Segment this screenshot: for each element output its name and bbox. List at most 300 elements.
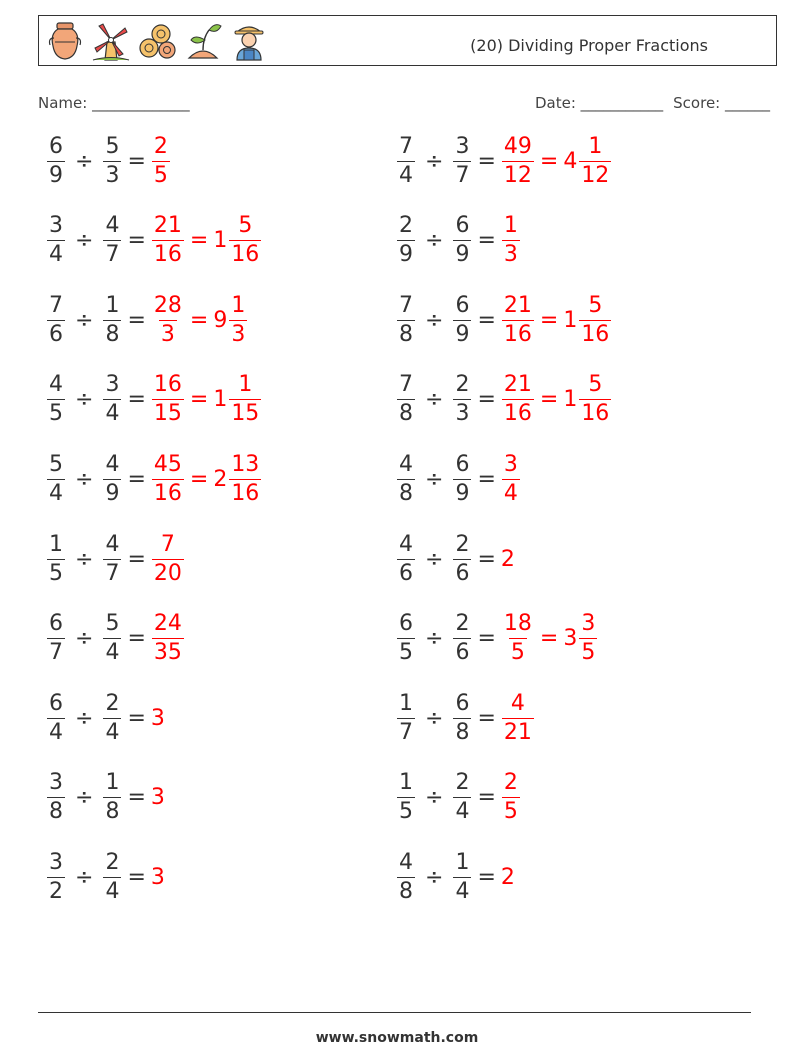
problem-item xyxy=(396,766,521,830)
date-field: Date: ___________ xyxy=(534,94,664,112)
denominator: 12 xyxy=(503,162,532,188)
problem-item xyxy=(46,686,166,750)
numerator: 13 xyxy=(231,451,260,477)
answer xyxy=(501,865,516,890)
numerator: 1 xyxy=(238,372,253,398)
problem-item xyxy=(396,129,612,193)
mixed-whole-part: 1 xyxy=(563,307,578,333)
answer-whole-number: 3 xyxy=(150,864,165,890)
denominator: 20 xyxy=(153,560,182,586)
denominator: 4 xyxy=(49,242,63,268)
divide-sign: ÷ xyxy=(425,626,444,652)
numerator: 7 xyxy=(399,133,413,159)
divide-sign: ÷ xyxy=(75,626,94,652)
date-score-fields xyxy=(535,94,770,112)
numerator: 21 xyxy=(153,213,182,239)
mixed-fraction-part xyxy=(579,133,611,188)
numerator: 6 xyxy=(455,451,470,477)
numerator: 5 xyxy=(49,451,63,477)
denominator: 16 xyxy=(153,242,182,268)
denominator: 4 xyxy=(105,878,120,904)
divisor-fraction xyxy=(103,613,121,664)
equals-sign: = xyxy=(127,546,146,572)
numerator: 1 xyxy=(231,292,246,318)
divide-sign: ÷ xyxy=(75,387,94,413)
numerator: 6 xyxy=(455,690,470,716)
divide-sign: ÷ xyxy=(425,705,444,731)
score-field: Score: ______ xyxy=(673,94,770,112)
answer-fraction xyxy=(502,133,534,188)
numerator: 2 xyxy=(455,531,470,557)
divisor-fraction xyxy=(453,292,471,347)
mixed-fraction-part xyxy=(579,613,597,664)
divide-sign: ÷ xyxy=(425,307,444,333)
answer xyxy=(501,451,521,506)
numerator: 4 xyxy=(49,372,63,398)
numerator: 5 xyxy=(105,611,120,637)
denominator: 16 xyxy=(581,321,610,347)
divisor-fraction xyxy=(453,133,471,188)
equals-sign: = xyxy=(189,387,209,413)
equals-sign: = xyxy=(127,466,146,492)
numerator: 3 xyxy=(49,213,63,239)
answer xyxy=(501,690,535,745)
denominator: 9 xyxy=(399,242,413,268)
answer xyxy=(151,706,166,731)
denominator: 7 xyxy=(105,242,120,268)
answer xyxy=(151,865,166,890)
denominator: 4 xyxy=(399,162,413,188)
divide-sign: ÷ xyxy=(425,148,444,174)
denominator: 16 xyxy=(231,480,260,506)
denominator: 4 xyxy=(49,480,63,506)
divisor-fraction xyxy=(103,690,121,745)
dividend-fraction xyxy=(47,133,65,188)
divide-sign: ÷ xyxy=(75,785,94,811)
numerator: 6 xyxy=(49,690,63,716)
denominator: 15 xyxy=(231,401,260,427)
numerator: 6 xyxy=(399,611,413,637)
answer xyxy=(501,292,612,347)
answer-fraction xyxy=(502,451,520,506)
equals-sign: = xyxy=(127,387,146,413)
numerator: 4 xyxy=(105,531,120,557)
numerator: 2 xyxy=(105,690,120,716)
numerator: 6 xyxy=(455,292,470,318)
numerator: 6 xyxy=(455,213,470,239)
numerator: 4 xyxy=(510,690,525,716)
denominator: 3 xyxy=(503,242,518,268)
answer-whole-number: 3 xyxy=(150,785,165,811)
equals-sign: = xyxy=(127,228,146,254)
denominator: 16 xyxy=(503,321,532,347)
denominator: 12 xyxy=(581,162,610,188)
divide-sign: ÷ xyxy=(75,864,94,890)
equals-sign: = xyxy=(539,148,559,174)
equals-sign: = xyxy=(477,387,496,413)
answer xyxy=(151,451,262,506)
numerator: 5 xyxy=(105,133,120,159)
equals-sign: = xyxy=(189,466,209,492)
dividend-fraction xyxy=(47,292,65,347)
numerator: 2 xyxy=(399,213,413,239)
dividend-fraction xyxy=(47,451,65,506)
answer-fraction xyxy=(502,690,534,745)
numerator: 6 xyxy=(49,611,63,637)
denominator: 3 xyxy=(105,162,120,188)
equals-sign: = xyxy=(539,626,559,652)
numerator: 2 xyxy=(503,770,518,796)
dividend-fraction xyxy=(47,531,65,586)
numerator: 45 xyxy=(153,451,182,477)
answer-fraction xyxy=(152,292,184,347)
divisor-fraction xyxy=(103,772,121,823)
problem-item xyxy=(396,607,598,671)
denominator: 7 xyxy=(399,719,413,745)
worksheet-header xyxy=(38,15,777,66)
answer-fraction xyxy=(152,451,184,506)
denominator: 4 xyxy=(49,719,63,745)
answer-fraction xyxy=(152,374,184,425)
denominator: 4 xyxy=(105,719,120,745)
denominator: 6 xyxy=(455,560,470,586)
equals-sign: = xyxy=(539,307,559,333)
denominator: 9 xyxy=(455,242,470,268)
equals-sign: = xyxy=(127,148,146,174)
divisor-fraction xyxy=(453,215,471,266)
problem-item xyxy=(46,288,248,352)
divide-sign: ÷ xyxy=(75,228,94,254)
numerator: 1 xyxy=(105,292,120,318)
answer xyxy=(151,133,171,188)
numerator: 3 xyxy=(49,849,63,875)
answer-fraction xyxy=(152,613,184,664)
numerator: 3 xyxy=(455,133,470,159)
worksheet-title: (20) Dividing Proper Fractions xyxy=(470,36,708,55)
answer xyxy=(151,292,248,347)
equals-sign: = xyxy=(189,307,209,333)
divisor-fraction xyxy=(453,690,471,745)
vase-icon xyxy=(45,20,85,62)
divisor-fraction xyxy=(453,849,471,904)
denominator: 4 xyxy=(105,640,120,666)
denominator: 2 xyxy=(49,878,63,904)
equals-sign: = xyxy=(477,546,496,572)
divide-sign: ÷ xyxy=(425,228,444,254)
farmer-icon xyxy=(229,20,269,62)
problem-item xyxy=(46,527,185,591)
problem-item xyxy=(396,845,516,909)
denominator: 9 xyxy=(49,162,63,188)
answer-whole-number: 3 xyxy=(150,705,165,731)
denominator: 3 xyxy=(455,401,470,427)
dividend-fraction xyxy=(397,133,415,188)
numerator: 21 xyxy=(503,372,532,398)
numerator: 1 xyxy=(105,770,120,796)
windmill-icon xyxy=(91,20,131,62)
answer xyxy=(501,374,612,425)
denominator: 5 xyxy=(399,799,413,825)
mixed-whole-part: 3 xyxy=(563,626,578,652)
problem-item xyxy=(396,527,516,591)
divisor-fraction xyxy=(103,849,121,904)
problem-item xyxy=(396,447,521,511)
answer-fraction xyxy=(502,613,534,664)
answer-fraction xyxy=(502,772,520,823)
header-icons xyxy=(45,20,269,62)
numerator: 2 xyxy=(455,372,470,398)
dividend-fraction xyxy=(397,613,415,664)
divide-sign: ÷ xyxy=(75,546,94,572)
mixed-fraction-part xyxy=(579,292,611,347)
denominator: 8 xyxy=(399,480,413,506)
denominator: 6 xyxy=(49,321,63,347)
seedling-icon xyxy=(183,20,223,62)
problem-item xyxy=(396,686,535,750)
denominator: 5 xyxy=(581,640,596,666)
denominator: 3 xyxy=(160,321,175,347)
equals-sign: = xyxy=(477,864,496,890)
mixed-fraction-part xyxy=(579,374,611,425)
dividend-fraction xyxy=(397,531,415,586)
numerator: 1 xyxy=(588,133,603,159)
answer-fraction xyxy=(502,215,520,266)
numerator: 5 xyxy=(588,372,603,398)
equals-sign: = xyxy=(539,387,559,413)
dividend-fraction xyxy=(47,849,65,904)
dividend-fraction xyxy=(397,849,415,904)
mixed-fraction-part xyxy=(229,292,247,347)
equals-sign: = xyxy=(477,785,496,811)
answer-fraction xyxy=(502,292,534,347)
denominator: 4 xyxy=(503,480,518,506)
denominator: 16 xyxy=(503,401,532,427)
divisor-fraction xyxy=(103,531,121,586)
numerator: 1 xyxy=(503,213,518,239)
denominator: 7 xyxy=(455,162,470,188)
numerator: 4 xyxy=(399,849,413,875)
denominator: 7 xyxy=(105,560,120,586)
dividend-fraction xyxy=(397,215,415,266)
denominator: 21 xyxy=(503,719,532,745)
mixed-fraction-part xyxy=(229,374,261,425)
answer-fraction xyxy=(152,531,184,586)
problem-item xyxy=(46,845,166,909)
footer-url: www.snowmath.com xyxy=(315,1030,479,1046)
dividend-fraction xyxy=(397,374,415,425)
hay-bales-icon xyxy=(137,20,177,62)
denominator: 15 xyxy=(153,401,182,427)
numerator: 3 xyxy=(581,611,596,637)
denominator: 16 xyxy=(153,480,182,506)
numerator: 21 xyxy=(503,292,532,318)
answer-fraction xyxy=(502,374,534,425)
divisor-fraction xyxy=(453,613,471,664)
numerator: 1 xyxy=(455,849,470,875)
denominator: 16 xyxy=(231,242,260,268)
problem-item xyxy=(46,368,262,432)
numerator: 4 xyxy=(105,213,120,239)
denominator: 5 xyxy=(399,640,413,666)
divisor-fraction xyxy=(103,374,121,425)
denominator: 4 xyxy=(455,799,470,825)
divide-sign: ÷ xyxy=(75,148,94,174)
divide-sign: ÷ xyxy=(75,307,94,333)
answer xyxy=(501,133,612,188)
numerator: 3 xyxy=(503,451,518,477)
mixed-fraction-part xyxy=(229,451,261,506)
divide-sign: ÷ xyxy=(425,466,444,492)
numerator: 2 xyxy=(455,770,470,796)
dividend-fraction xyxy=(47,772,65,823)
divisor-fraction xyxy=(103,292,121,347)
denominator: 5 xyxy=(49,560,63,586)
divisor-fraction xyxy=(103,215,121,266)
name-field: Name: _____________ xyxy=(38,94,190,112)
divide-sign: ÷ xyxy=(75,705,94,731)
mixed-whole-part: 1 xyxy=(213,387,228,413)
equals-sign: = xyxy=(477,466,496,492)
numerator: 4 xyxy=(399,451,413,477)
denominator: 35 xyxy=(153,640,182,666)
numerator: 1 xyxy=(49,531,63,557)
mixed-whole-part: 2 xyxy=(213,466,228,492)
answer xyxy=(151,785,166,810)
equals-sign: = xyxy=(477,705,496,731)
answer xyxy=(151,374,262,425)
mixed-whole-part: 1 xyxy=(563,387,578,413)
answer-whole-number: 2 xyxy=(500,546,515,572)
numerator: 49 xyxy=(503,133,532,159)
dividend-fraction xyxy=(47,690,65,745)
answer xyxy=(151,613,185,664)
denominator: 6 xyxy=(399,560,413,586)
numerator: 5 xyxy=(238,213,253,239)
equals-sign: = xyxy=(127,626,146,652)
equals-sign: = xyxy=(477,307,496,333)
footer-divider xyxy=(38,1012,751,1013)
answer xyxy=(501,215,521,266)
equals-sign: = xyxy=(477,228,496,254)
numerator: 28 xyxy=(153,292,182,318)
problem-item xyxy=(396,368,612,432)
denominator: 3 xyxy=(231,321,246,347)
divisor-fraction xyxy=(453,772,471,823)
mixed-fraction-part xyxy=(229,215,261,266)
dividend-fraction xyxy=(397,292,415,347)
divide-sign: ÷ xyxy=(425,785,444,811)
divide-sign: ÷ xyxy=(75,466,94,492)
denominator: 5 xyxy=(503,799,518,825)
problem-item xyxy=(396,288,612,352)
problem-item xyxy=(46,447,262,511)
divisor-fraction xyxy=(453,531,471,586)
equals-sign: = xyxy=(127,307,146,333)
numerator: 6 xyxy=(49,133,63,159)
denominator: 9 xyxy=(455,480,470,506)
equals-sign: = xyxy=(127,785,146,811)
numerator: 5 xyxy=(588,292,603,318)
numerator: 7 xyxy=(399,292,413,318)
dividend-fraction xyxy=(397,451,415,506)
divisor-fraction xyxy=(103,133,121,188)
numerator: 2 xyxy=(153,133,168,159)
answer xyxy=(151,215,262,266)
dividend-fraction xyxy=(47,215,65,266)
denominator: 9 xyxy=(455,321,470,347)
denominator: 5 xyxy=(153,162,168,188)
answer xyxy=(151,531,185,586)
numerator: 7 xyxy=(160,531,175,557)
denominator: 8 xyxy=(105,321,120,347)
answer xyxy=(501,613,598,664)
denominator: 8 xyxy=(105,799,120,825)
numerator: 16 xyxy=(153,372,182,398)
denominator: 4 xyxy=(105,401,120,427)
mixed-whole-part: 1 xyxy=(213,228,228,254)
equals-sign: = xyxy=(477,148,496,174)
denominator: 9 xyxy=(105,480,120,506)
answer-fraction xyxy=(152,215,184,266)
numerator: 3 xyxy=(49,770,63,796)
denominator: 4 xyxy=(455,878,470,904)
problem-item xyxy=(46,766,166,830)
problem-item xyxy=(396,209,521,273)
mixed-whole-part: 9 xyxy=(213,307,228,333)
numerator: 1 xyxy=(399,690,413,716)
numerator: 7 xyxy=(49,292,63,318)
denominator: 8 xyxy=(399,401,413,427)
equals-sign: = xyxy=(477,626,496,652)
equals-sign: = xyxy=(127,864,146,890)
dividend-fraction xyxy=(397,772,415,823)
divide-sign: ÷ xyxy=(425,546,444,572)
denominator: 7 xyxy=(49,640,63,666)
problem-item xyxy=(46,607,185,671)
denominator: 5 xyxy=(49,401,63,427)
equals-sign: = xyxy=(127,705,146,731)
numerator: 2 xyxy=(105,849,120,875)
denominator: 8 xyxy=(399,321,413,347)
denominator: 16 xyxy=(581,401,610,427)
divide-sign: ÷ xyxy=(425,864,444,890)
answer-fraction xyxy=(152,133,170,188)
numerator: 2 xyxy=(455,611,470,637)
denominator: 5 xyxy=(510,640,525,666)
divisor-fraction xyxy=(453,451,471,506)
numerator: 18 xyxy=(503,611,532,637)
dividend-fraction xyxy=(397,690,415,745)
denominator: 8 xyxy=(399,878,413,904)
dividend-fraction xyxy=(47,613,65,664)
divisor-fraction xyxy=(103,451,121,506)
denominator: 6 xyxy=(455,640,470,666)
answer xyxy=(501,547,516,572)
dividend-fraction xyxy=(47,374,65,425)
divide-sign: ÷ xyxy=(425,387,444,413)
problem-item xyxy=(46,209,262,273)
numerator: 4 xyxy=(399,531,413,557)
mixed-whole-part: 4 xyxy=(563,148,578,174)
equals-sign: = xyxy=(189,228,209,254)
problem-item xyxy=(46,129,171,193)
denominator: 8 xyxy=(455,719,470,745)
denominator: 8 xyxy=(49,799,63,825)
numerator: 3 xyxy=(105,372,120,398)
numerator: 7 xyxy=(399,372,413,398)
divisor-fraction xyxy=(453,374,471,425)
answer-whole-number: 2 xyxy=(500,864,515,890)
